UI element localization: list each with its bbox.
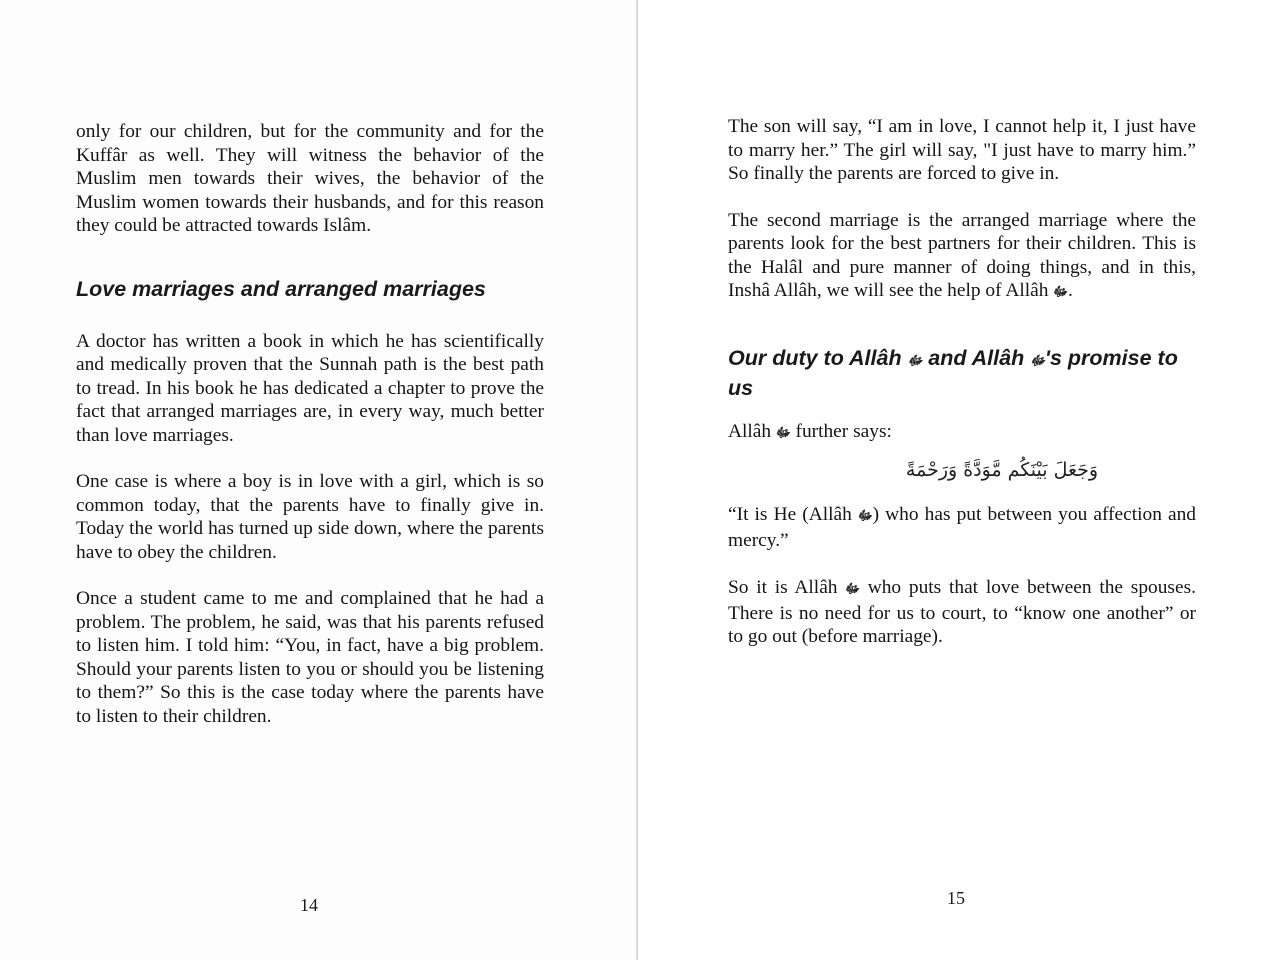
text-part: “It is He (Allâh [728, 504, 852, 525]
heading-part: Our duty to Allâh [728, 345, 902, 370]
honorific-icon: ﷻ [857, 509, 873, 524]
left-page [0, 0, 638, 960]
page-number: 15 [947, 888, 965, 908]
paragraph-end: . [1067, 280, 1073, 301]
honorific-icon: ﷻ [1030, 353, 1045, 369]
left-text-column [76, 120, 544, 728]
text-part: ) who has put between you affection and mercy.” [728, 504, 1196, 551]
paragraph: One case is where a boy is in love with a girl, which is so common today, that the parents have to finally give in. Today the world has turned up side down, where the parents have to obey the children. [76, 471, 544, 563]
text-part: So it is Allâh [728, 577, 838, 598]
paragraph: A doctor has written a book in which he has scientifically and medically proven that the Sunnah path is the best path to tread. In his book he has dedicated a chapter to prove the fact that arranged marriages are, in every way, much better than love marriages. [76, 330, 544, 446]
paragraph-text: The second marriage is the arranged marriage where the parents look for the best partners for their children. This is the Halâl and pure manner of doing things, and in this, Inshâ Allâh, we will see the help of Allâh [728, 209, 1196, 301]
paragraph [728, 420, 1196, 446]
right-page [638, 0, 1280, 960]
paragraph [728, 503, 1196, 552]
arabic-verse: وَجَعَلَ بَيْنَكُم مَّوَدَّةً وَرَحْمَةً [905, 459, 1099, 481]
honorific-icon: ﷻ [1053, 285, 1068, 300]
page-number: 14 [300, 895, 318, 915]
honorific-icon: ﷻ [845, 582, 860, 597]
text-part: further says: [790, 420, 892, 442]
honorific-icon: ﷻ [775, 425, 791, 441]
text-part: who puts that love between the spouses. There is no need for us to court, to “know one another” or to go out (before marriage). [728, 577, 1196, 647]
paragraph [728, 209, 1196, 305]
heading-part: 's promise to us [728, 345, 1178, 400]
right-text-column [728, 115, 1196, 649]
paragraph [728, 576, 1196, 649]
paragraph: only for our children, but for the community and for the Kuffâr as well. They will witness the behavior of the Muslim men towards their wives, the behavior of the Muslim women towards their husbands, and for this reason they could be attracted towards Islâm. [76, 121, 544, 236]
paragraph: The son will say, “I am in love, I cannot help it, I just have to marry her.” The girl will say, "I just have to marry him.” So finally the parents are forced to give in. [728, 116, 1196, 184]
section-heading-love-marriages: Love marriages and arranged marriages [76, 276, 486, 301]
paragraph: Once a student came to me and complained that he had a problem. The problem, he said, was that his parents refused to listen him. I told him: “You, in fact, have a big problem. Should your parents listen to you or should you be listening to them?” So this is the case today where the parents have to listen to their children. [76, 588, 544, 727]
heading-part: and Allâh [922, 345, 1025, 370]
text-part: Allâh [728, 420, 772, 442]
section-heading-our-duty [728, 345, 1196, 402]
honorific-icon: ﷻ [907, 353, 923, 369]
